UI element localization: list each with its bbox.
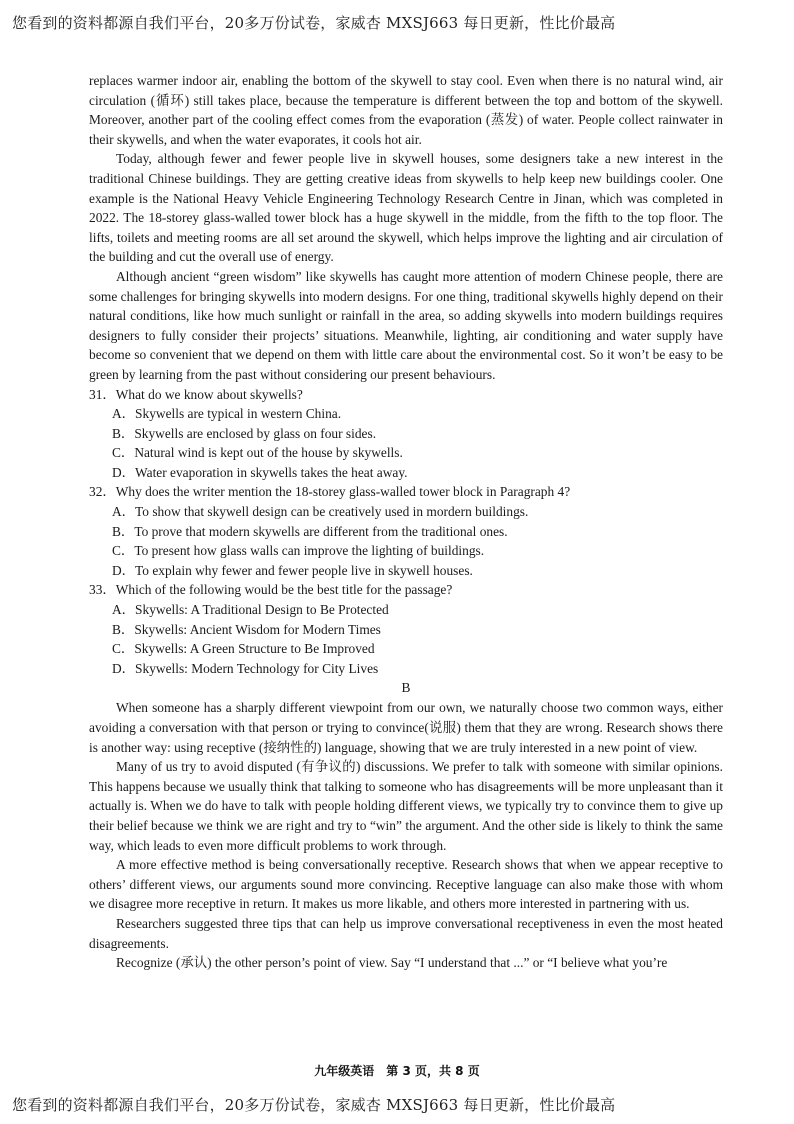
question-stem: 33．Which of the following would be the best title for the passage? [89,582,453,598]
passage-b-paragraph-1: When someone has a sharply different viewpoint from our own, we naturally choose two common ways, either avoiding a conversation with that person or trying to convince(说服) them that they are wrong. Research shows there is another way: using receptive (接纳性的) language, showing that we are truly interested in a new point of view. [89,700,723,755]
option-c: C．Natural wind is kept out of the house by skywells. [112,445,403,461]
watermark-bottom: 您看到的资料都源自我们平台，20多万份试卷，家威杏 MXSJ663 每日更新，性比价最高 [12,1096,616,1114]
option-a: A．Skywells: A Traditional Design to Be Protected [112,602,389,618]
question-stem: 32．Why does the writer mention the 18-storey glass-walled tower block in Paragraph 4? [89,484,571,500]
question-32 [89,482,723,580]
exam-page-content [89,71,723,973]
passage-a-paragraph-2: Today, although fewer and fewer people live in skywell houses, some designers take a new interest in the traditional Chinese buildings. They are getting creative ideas from skywells to help keep new buildings cooler. One example is the National Heavy Vehicle Engineering Technology Research Centre in Jinan, which was completed in 2022. The 18-storey glass-walled tower block has a huge skywell in the middle, from the fifth to the top floor. The lifts, toilets and meeting rooms are all set around the skywell, which helps improve the lighting and air circulation of the building and cut the overall use of energy. [89,151,723,265]
option-d: D．Skywells: Modern Technology for City Lives [112,660,379,676]
option-a: A．Skywells are typical in western China. [112,406,342,422]
passage-a-paragraph-1: replaces warmer indoor air, enabling the bottom of the skywell to stay cool. Even when there is no natural wind, air circulation (循环) still takes place, because the temperature is different between the top and bottom of the skywell. Moreover, another part of the cooling effect comes from the evaporation (蒸发) of water. People collect rainwater in their skywells, and when the water evaporates, it cools hot air. [89,73,723,147]
option-d: D．To explain why fewer and fewer people live in skywell houses. [112,562,473,578]
page-footer: 九年级英语 第 3 页，共 8 页 [314,1064,480,1078]
option-c: C．Skywells: A Green Structure to Be Improved [112,641,375,657]
passage-b-paragraph-4: Researchers suggested three tips that can help us improve conversational receptiveness in even the most heated disagreements. [89,915,723,951]
option-b: B．To prove that modern skywells are different from the traditional ones. [112,523,508,539]
passage-b-paragraph-2: Many of us try to avoid disputed (有争议的) discussions. We prefer to talk with someone with similar opinions. This happens because we usually think that talking to someone who has disagreements will be more unpleasant than it actually is. When we do have to talk with people holding different views, we typically try to convince them to give up their belief because we think we are right and try to “win” the argument. And the other side is likely to think the same way, which leads to even more difficult problems to work through. [89,759,723,853]
option-b: B．Skywells are enclosed by glass on four sides. [112,425,377,441]
question-31 [89,385,723,483]
passage-b-paragraph-3: A more effective method is being conversationally receptive. Research shows that when we appear receptive to others’ different views, our arguments sound more convincing. Receptive language can also make those with whom we disagree more receptive in return. It makes us more likable, and others more interested in partnering with us. [89,857,723,912]
passage-b-paragraph-5: Recognize (承认) the other person’s point of view. Say “I understand that ...” or “I believe what you’re [116,955,668,971]
watermark-top: 您看到的资料都源自我们平台，20多万份试卷，家威杏 MXSJ663 每日更新，性比价最高 [12,14,616,32]
option-b: B．Skywells: Ancient Wisdom for Modern Times [112,621,381,637]
option-d: D．Water evaporation in skywells takes the heat away. [112,464,408,480]
question-33 [89,580,723,678]
passage-a-paragraph-3: Although ancient “green wisdom” like skywells has caught more attention of modern Chinese people, there are some challenges for bringing skywells into modern designs. For one thing, traditional skywells highly depend on their natural conditions, like how much sunlight or rainfall in the area, so adding skywells into modern buildings requires designers to fully consider their projects’ situations. Meanwhile, lighting, air conditioning and water supply have become so convenient that we depend on them with little care about the environmental cost. So it won’t be easy to be green by learning from the past without considering our present behaviours. [89,268,723,382]
option-c: C．To present how glass walls can improve the lighting of buildings. [112,543,485,559]
question-stem: 31．What do we know about skywells? [89,386,303,402]
option-a: A．To show that skywell design can be creatively used in mordern buildings. [112,504,529,520]
section-b-title: B [401,680,411,696]
